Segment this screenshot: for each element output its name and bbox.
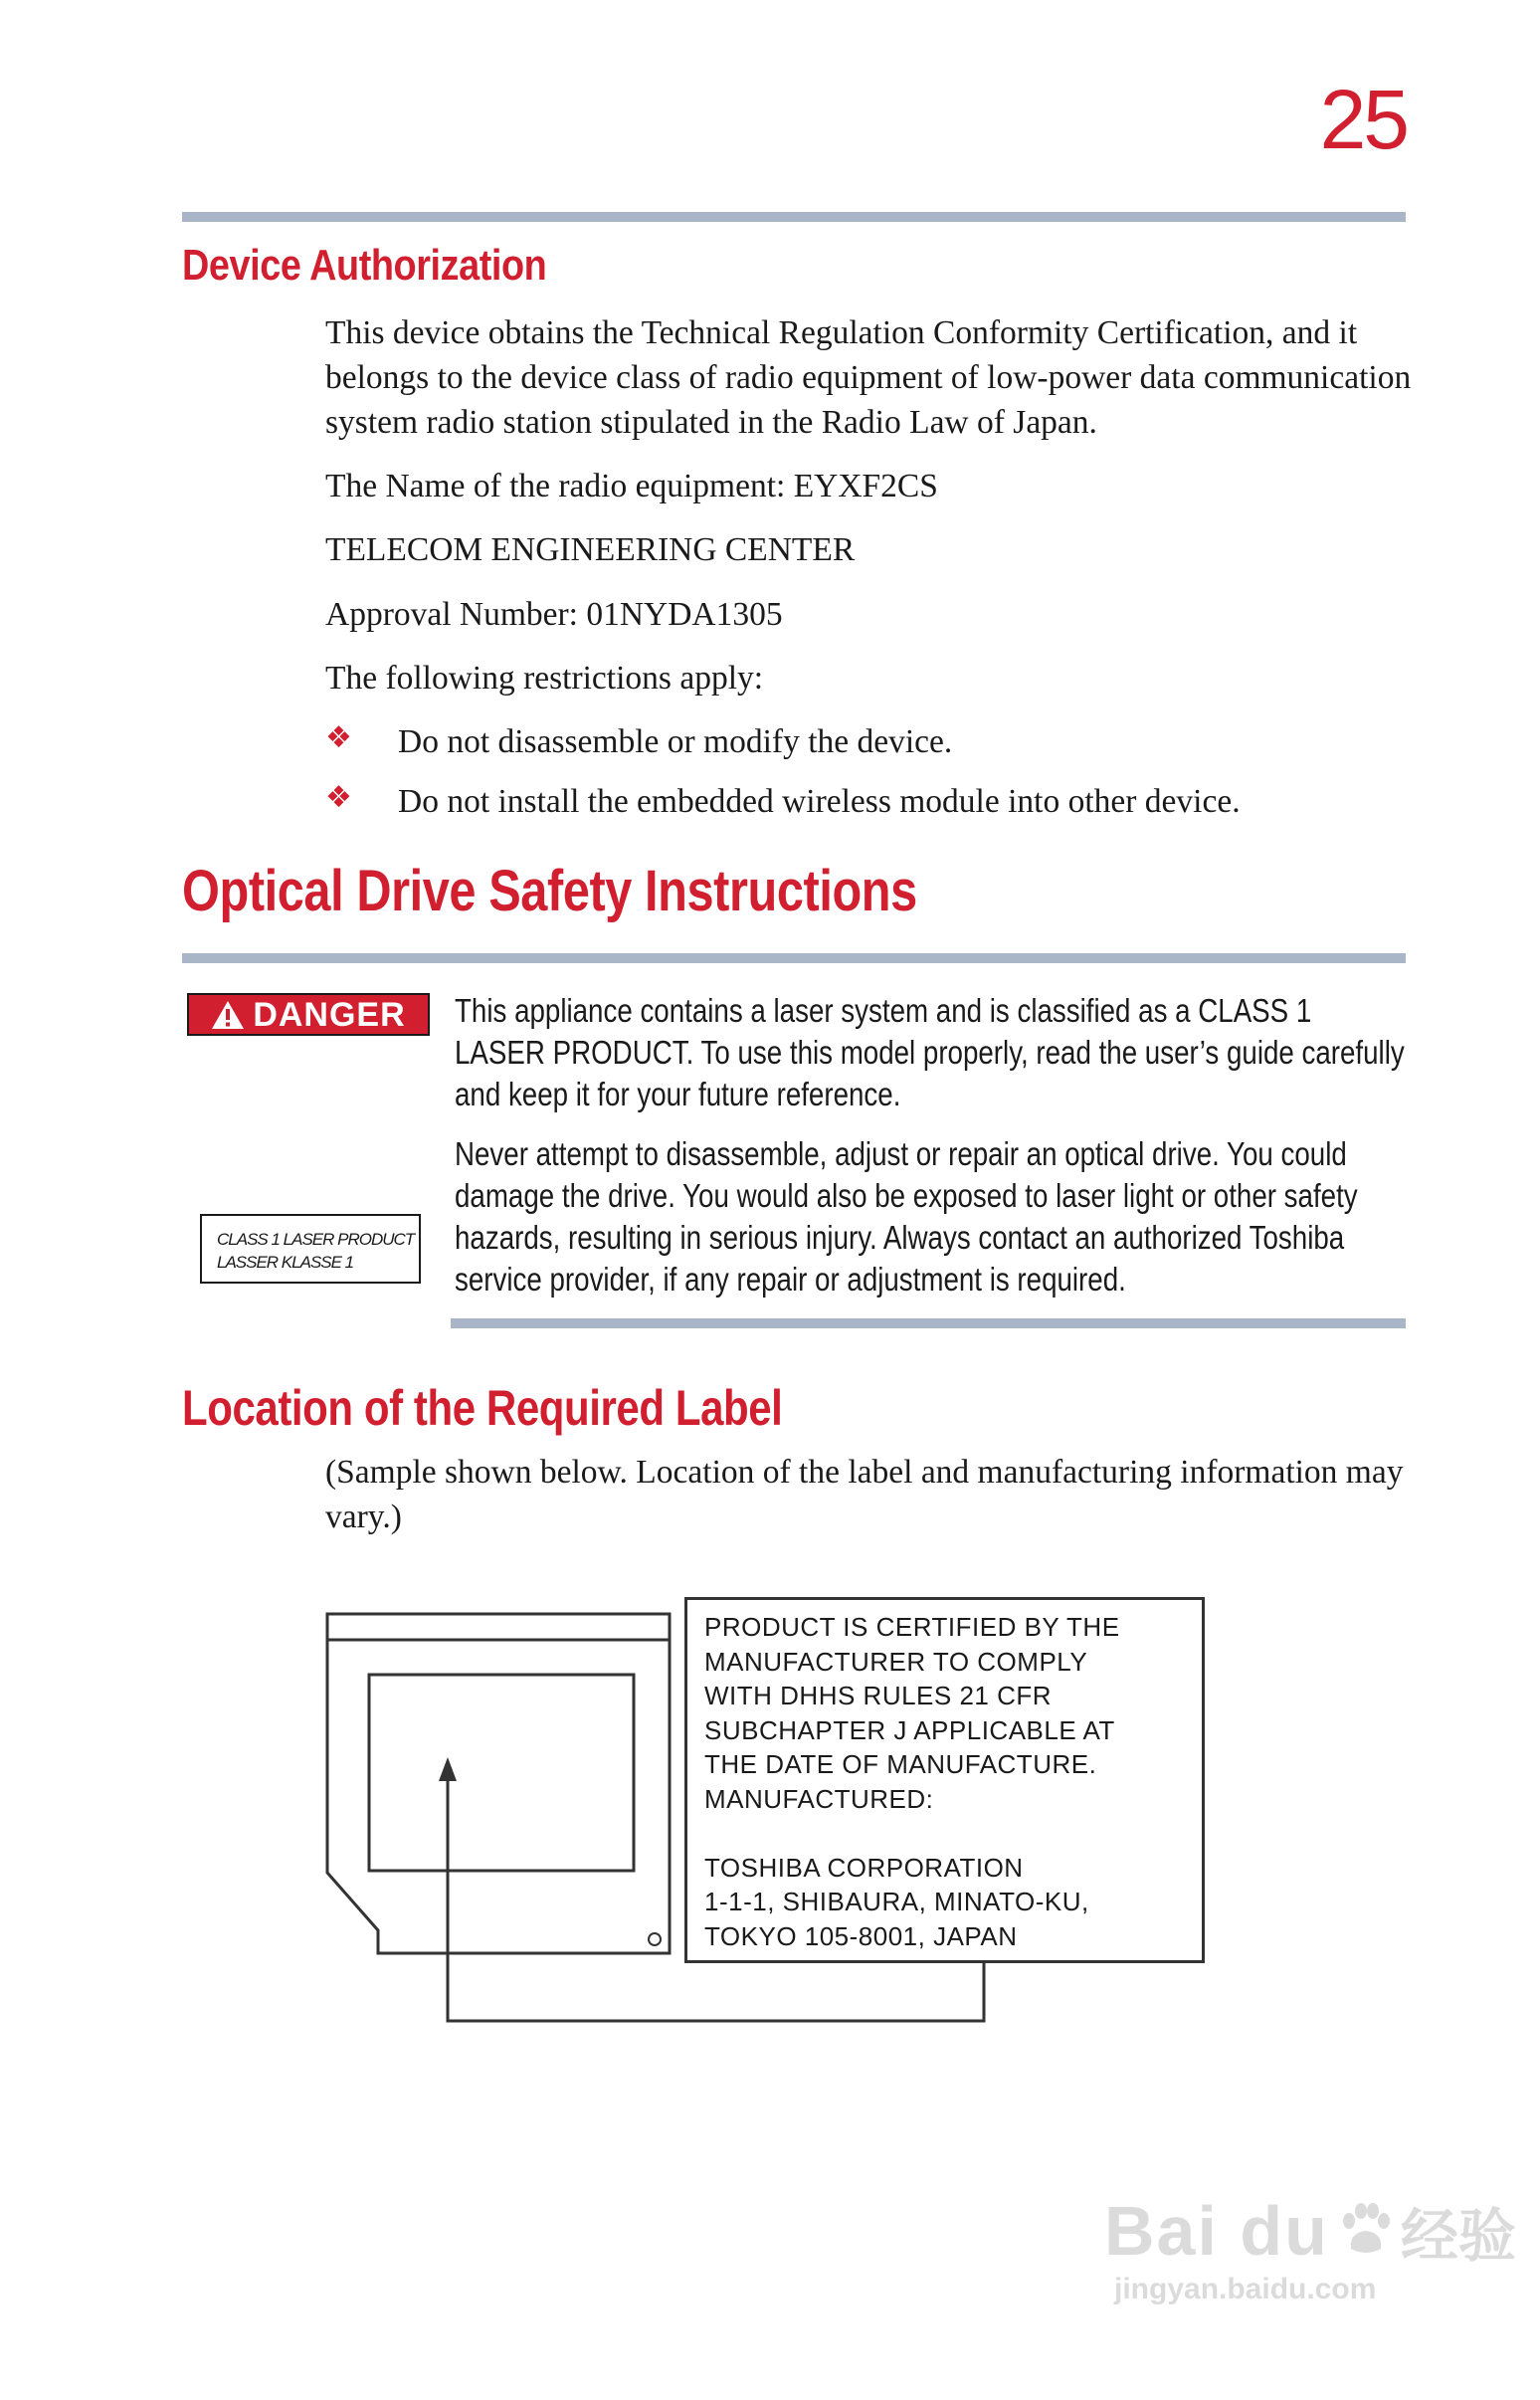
label-line: TOSHIBA CORPORATION — [704, 1852, 1024, 1883]
paragraph-line: This appliance contains a laser system and is classified as a CLASS 1 — [455, 992, 1312, 1029]
top-rule — [182, 212, 1406, 222]
label-line: SUBCHAPTER J APPLICABLE AT — [704, 1714, 1115, 1745]
paragraph-line: and keep it for your future reference. — [455, 1076, 901, 1112]
danger-paragraph-1 — [455, 990, 1405, 1115]
approval-number: Approval Number: 01NYDA1305 — [325, 596, 783, 633]
optical-rule-top — [182, 953, 1406, 963]
paragraph-line: Never attempt to disassemble, adjust or repair an optical drive. You could — [455, 1135, 1347, 1172]
intro-line: (Sample shown below. Location of the label and manufacturing information may — [325, 1454, 1404, 1491]
location-intro — [325, 1450, 1403, 1539]
danger-paragraph-2 — [455, 1133, 1358, 1300]
optical-rule-bottom — [451, 1318, 1406, 1328]
certification-label — [684, 1597, 1205, 1963]
baidu-watermark — [1104, 2189, 1516, 2306]
bullet-diamond-icon: ❖ — [325, 720, 352, 755]
page-number: 25 — [1319, 73, 1407, 166]
label-line: WITH DHHS RULES 21 CFR — [704, 1681, 1053, 1710]
optical-drive-heading: Optical Drive Safety Instructions — [182, 859, 917, 923]
laser-class-label — [200, 1214, 421, 1284]
restrictions-intro: The following restrictions apply: — [325, 660, 764, 697]
engineering-center: TELECOM ENGINEERING CENTER — [325, 531, 856, 568]
paragraph-line: This device obtains the Technical Regulation Conformity Certification, and it — [325, 314, 1358, 351]
watermark-brand: Bai du — [1104, 2192, 1329, 2270]
bullet-item: Do not disassemble or modify the device. — [398, 723, 953, 760]
location-heading: Location of the Required Label — [182, 1380, 783, 1436]
paragraph-line: LASER PRODUCT. To use this model properly, read the user’s guide carefully — [455, 1034, 1405, 1071]
drive-tray — [369, 1675, 634, 1871]
label-line: PRODUCT IS CERTIFIED BY THE — [704, 1612, 1120, 1642]
label-line: 1-1-1, SHIBAURA, MINATO-KU, — [704, 1887, 1089, 1916]
watermark-url: jingyan.baidu.com — [1114, 2273, 1377, 2305]
paragraph-line: service provider, if any repair or adjustment is required. — [455, 1261, 1126, 1298]
warning-icon — [211, 1000, 245, 1030]
laser-label-line: CLASS 1 LASER PRODUCT — [217, 1230, 415, 1249]
intro-line: vary.) — [325, 1499, 402, 1535]
paragraph-line: belongs to the device class of radio equipment of low-power data communication — [325, 359, 1412, 396]
bullet-diamond-icon: ❖ — [325, 780, 352, 815]
laser-label-line: LASSER KLASSE 1 — [217, 1253, 354, 1272]
paragraph-line: hazards, resulting in serious injury. Always contact an authorized Toshiba — [455, 1219, 1345, 1256]
label-line: THE DATE OF MANUFACTURE. — [704, 1749, 1097, 1779]
paw-icon — [1335, 2201, 1395, 2261]
label-line: TOKYO 105-8001, JAPAN — [704, 1920, 1018, 1951]
drive-outline — [327, 1614, 670, 1953]
danger-text: DANGER — [253, 995, 406, 1034]
paragraph-line: system radio station stipulated in the Radio Law of Japan. — [325, 404, 1097, 441]
label-line — [704, 1816, 1202, 1851]
device-authorization-heading: Device Authorization — [182, 241, 547, 290]
label-line: MANUFACTURED: — [704, 1783, 934, 1814]
equipment-name: The Name of the radio equipment: EYXF2CS — [325, 468, 938, 504]
danger-label — [187, 993, 430, 1036]
watermark-brand-cn: 经验 — [1400, 2204, 1516, 2269]
label-line: MANUFACTURER TO COMPLY — [704, 1646, 1088, 1677]
paragraph-line: damage the drive. You would also be exposed to laser light or other safety — [455, 1177, 1358, 1214]
drive-hole — [649, 1933, 661, 1945]
pointer-arrow-icon — [439, 1757, 457, 1781]
bullet-item: Do not install the embedded wireless module into other device. — [398, 783, 1241, 820]
device-authorization-paragraph — [325, 310, 1411, 445]
